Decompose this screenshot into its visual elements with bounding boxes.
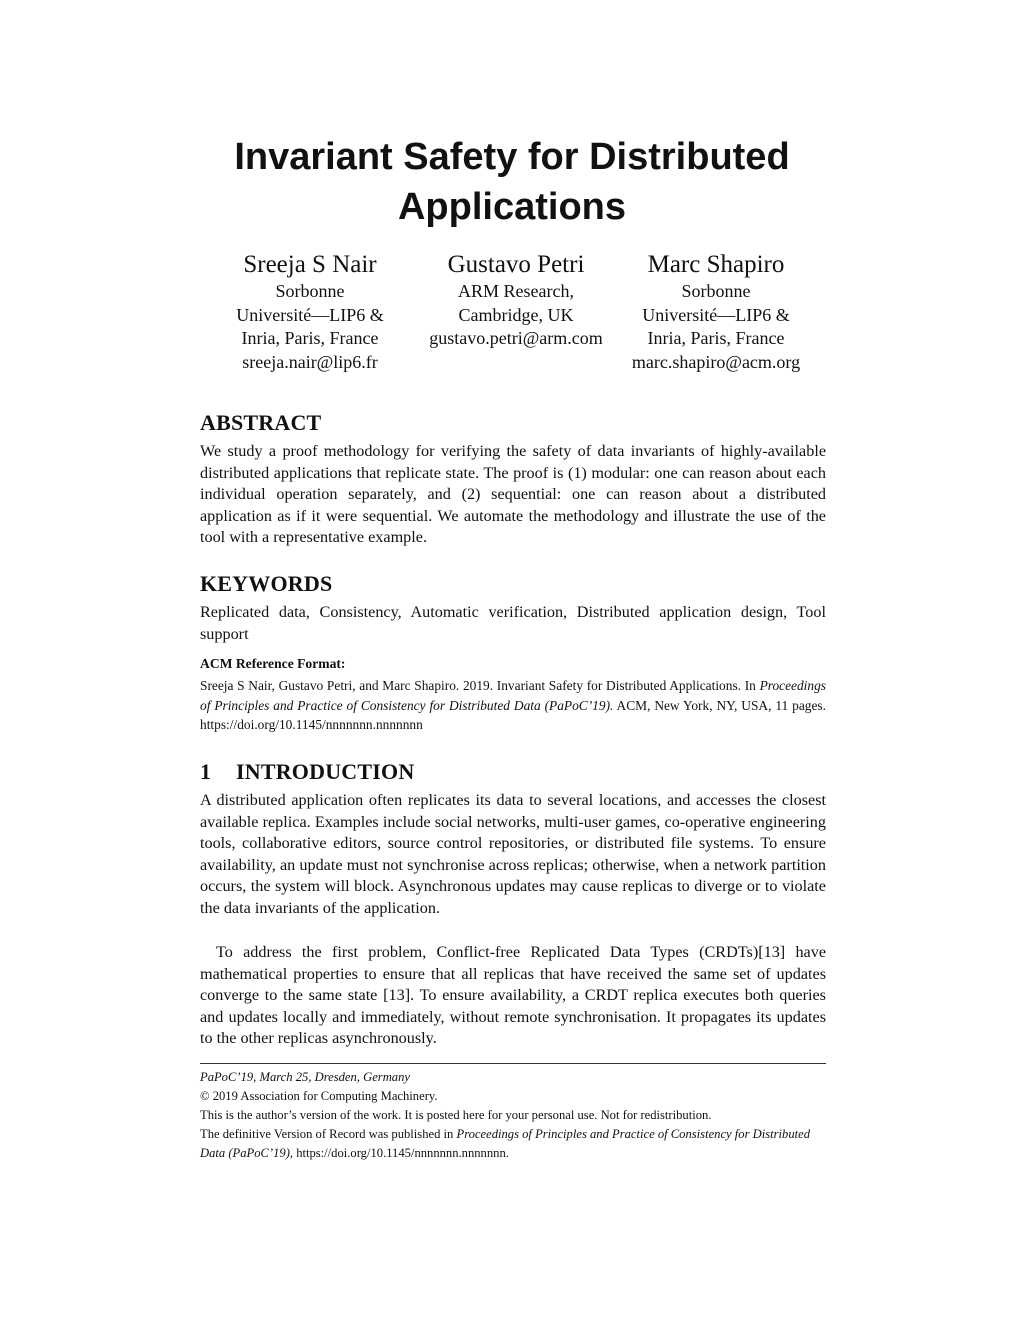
author-affiliation: Sorbonne	[275, 281, 345, 301]
footnote-copyright: © 2019 Association for Computing Machinery.	[200, 1089, 438, 1103]
introduction-paragraph-1: A distributed application often replicates its data to several locations, and accesses the closest available replica. Examples include social networks, multi-user games, co-operative engineering tools, collaborative editors, source control repositories, or distributed file systems. To ensure availability, an update must not synchronise across replicas; otherwise, when a network partition occurs, the system will block. Asynchronous updates may cause replicas to diverge or to violate the data invariants of the application.	[200, 791, 826, 917]
section-number: 1	[200, 759, 212, 784]
author-email: marc.shapiro@acm.org	[631, 351, 801, 372]
author-block-1	[222, 250, 398, 374]
footnote-record-doi: , https://doi.org/10.1145/nnnnnnn.nnnnnnn.	[289, 1146, 509, 1160]
author-name: Sreeja S Nair	[243, 251, 377, 278]
acm-reference-text	[200, 676, 826, 735]
section-title: INTRODUCTION	[236, 759, 415, 784]
author-name: Gustavo Petri	[447, 251, 585, 278]
author-affiliation: Université—LIP6 &	[642, 304, 790, 325]
title-line-1: Invariant Safety for Distributed	[234, 136, 790, 178]
footnote-record	[200, 1125, 826, 1163]
author-affiliation: Inria, Paris, France	[647, 328, 785, 348]
author-affiliation: ARM Research,	[458, 281, 574, 301]
title-line-2: Applications	[397, 186, 627, 228]
author-affiliation: Inria, Paris, France	[241, 328, 379, 348]
author-block-3	[616, 250, 816, 374]
author-email: gustavo.petri@arm.com	[429, 328, 603, 348]
keywords-text: Replicated data, Consistency, Automatic verification, Distributed application design, Tool support	[200, 603, 826, 643]
acm-reference-publisher: ACM, New York, NY, USA, 11 pages. https://doi.org/10.1145/nnnnnnn.nnnnnnn	[200, 697, 826, 732]
introduction-paragraph-2: To address the first problem, Conflict-free Replicated Data Types (CRDTs)[13] have mathematical properties to ensure that all replicas that have received the same set of updates converge to the same state [13]. To ensure availability, a CRDT replica executes both queries and updates locally and immediately, without remote synchronisation. It propagates its updates to the other replicas asynchronously.	[200, 943, 826, 1048]
acm-reference-venue: Proceedings of Principles and Practice of Consistency for Distributed Data (PaPoC’19).	[200, 678, 826, 713]
footnote-divider	[200, 1063, 826, 1064]
author-affiliation: Sorbonne	[681, 281, 751, 301]
author-email: sreeja.nair@lip6.fr	[242, 351, 378, 372]
acm-reference-citation: Sreeja S Nair, Gustavo Petri, and Marc Shapiro. 2019. Invariant Safety for Distributed Applications. In	[200, 678, 760, 693]
footnote-conference: PaPoC’19, March 25, Dresden, Germany	[200, 1070, 410, 1084]
footnote-record-venue: Proceedings of Principles and Practice of Consistency for Distributed Data (PaPoC’19)	[200, 1127, 811, 1160]
paper-title	[160, 132, 864, 232]
acm-reference-heading: ACM Reference Format:	[200, 656, 346, 671]
introduction-heading	[200, 759, 414, 785]
footnote-notice: This is the author’s version of the work. It is posted here for your personal use. Not for redistribution.	[200, 1108, 712, 1122]
keywords-heading: KEYWORDS	[200, 571, 333, 596]
footnote-record-intro: The definitive Version of Record was published in	[200, 1127, 457, 1141]
author-affiliation: Université—LIP6 &	[236, 304, 384, 325]
author-name: Marc Shapiro	[647, 251, 785, 278]
abstract-text: We study a proof methodology for verifying the safety of data invariants of highly-available distributed applications that replicate state. The proof is (1) modular: one can reason about each individual operation separately, and (2) sequential: one can reason about a distributed application as if it were sequential. We automate the methodology and illustrate the use of the tool with a representative example.	[200, 442, 826, 547]
abstract-heading: ABSTRACT	[200, 410, 322, 435]
author-affiliation: Cambridge, UK	[458, 304, 574, 325]
author-block-2	[416, 250, 616, 351]
